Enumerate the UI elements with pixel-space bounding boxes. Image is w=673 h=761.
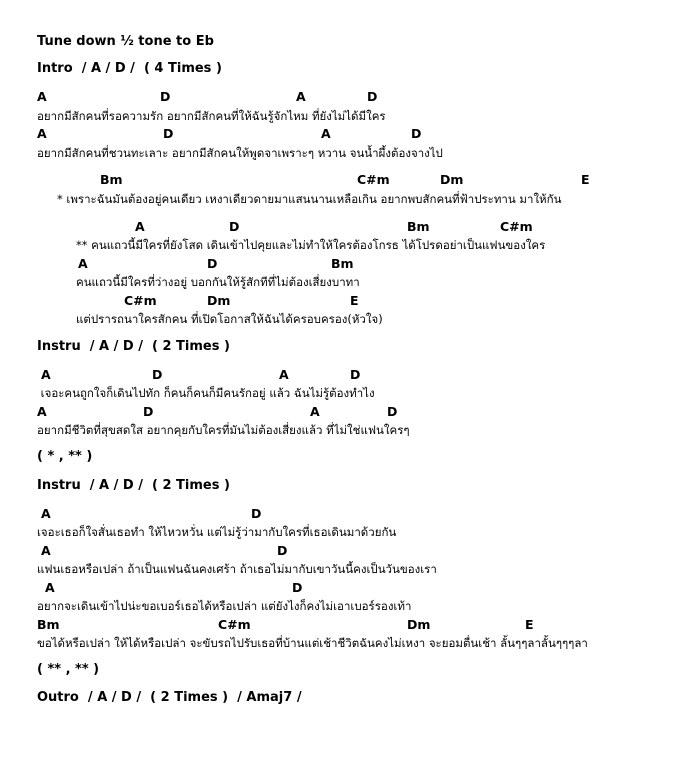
chord: D: [163, 126, 174, 141]
repeat-marker: ( ** , ** ): [37, 662, 100, 677]
chord: C#m: [357, 172, 390, 187]
chord: Dm: [440, 172, 464, 187]
lyric-line: คนแถวนี้มีใครที่ว่างอยู่ บอกกันให้รู้สักทีที่ไม่ต้องเสี่ยงบาทา: [76, 275, 360, 289]
chord: D: [152, 367, 163, 382]
chord: A: [37, 404, 47, 419]
chord-line: [0, 580, 673, 596]
chord: D: [277, 543, 288, 558]
chord: D: [387, 404, 398, 419]
chord: A: [41, 506, 51, 521]
chord: A: [37, 89, 47, 104]
lyric-line: ขอได้หรือเปล่า ให้ได้หรือเปล่า จะขับรถไปรับเธอที่บ้านแต่เช้าชีวิตฉันคงไม่เหงา จะยอมตื่นเช้า ลั้นๆๆลาลั้นๆๆๆลา: [37, 636, 588, 650]
chord: A: [135, 219, 145, 234]
chord: D: [143, 404, 154, 419]
chord: D: [350, 367, 361, 382]
chord: Bm: [37, 617, 60, 632]
chord: A: [41, 543, 51, 558]
chord: Dm: [407, 617, 431, 632]
lyric-line: * เพราะฉันมันต้องอยู่คนเดียว เหงาเดียวดายมาแสนนานเหลือเกิน อยากพบสักคนที่ฟ้าประทาน มาให้กัน: [57, 192, 562, 206]
chord: A: [41, 367, 51, 382]
chord-line: [0, 404, 673, 420]
chord: Bm: [407, 219, 430, 234]
chord: A: [321, 126, 331, 141]
lyric-line: อยากมีชีวิตที่สุขสดใส อยากคุยกับใครที่มันไม่ต้องเสี่ยงแล้ว ที่ไม่ใช่แฟนใครๆ: [37, 423, 410, 437]
chord-line: [0, 367, 673, 383]
intro-line: Intro / A / D / ( 4 Times ): [37, 61, 222, 76]
lyric-line: อยากมีสักคนที่รอความรัก อยากมีสักคนที่ให้ฉันรู้จักไหม ที่ยังไม่ได้มีใคร: [37, 109, 386, 123]
chord: A: [45, 580, 55, 595]
chord-line: [0, 89, 673, 105]
chord-line: [0, 256, 673, 272]
chord-line: [0, 293, 673, 309]
chord-line: [0, 617, 673, 633]
lyric-line: เจอะคนถูกใจก็เดินไปทัก ก็คนก็คนก็มีคนรักอยู่ แล้ว ฉันไม่รู้ต้องทำไง: [37, 386, 375, 400]
chord: Bm: [100, 172, 123, 187]
chord: C#m: [218, 617, 251, 632]
chord: E: [525, 617, 534, 632]
lyric-line: อยากจะเดินเข้าไปน่ะขอเบอร์เธอได้หรือเปล่า แต่ยังไงก็คงไม่เอาเบอร์รองเท้า: [37, 599, 412, 613]
lyric-line: แฟนเธอหรือเปล่า ถ้าเป็นแฟนฉันคงเศร้า ถ้าเธอไม่มากับเขาวันนี้คงเป็นวันของเรา: [37, 562, 437, 576]
tuning-note: Tune down ½ tone to Eb: [37, 34, 214, 49]
chord: D: [229, 219, 240, 234]
chord: A: [37, 126, 47, 141]
lyric-line: แต่ปรารถนาใครสักคน ที่เปิดโอกาสให้ฉันได้ครอบครอง(หัวใจ): [76, 312, 383, 326]
chord: D: [251, 506, 262, 521]
instrumental-line: Instru / A / D / ( 2 Times ): [37, 339, 230, 354]
lyric-line: ** คนแถวนี้มีใครที่ยังโสด เดินเข้าไปคุยและไม่ทำให้ใครต้องโกรธ ได้โปรดอย่าเป็นแฟนของใคร: [76, 238, 546, 252]
chord-line: [0, 126, 673, 142]
chord: A: [279, 367, 289, 382]
chord: C#m: [124, 293, 157, 308]
chord: D: [207, 256, 218, 271]
chord-line: [0, 506, 673, 522]
chord: A: [310, 404, 320, 419]
chord: D: [292, 580, 303, 595]
chord: D: [367, 89, 378, 104]
lyric-line: อยากมีสักคนที่ชวนทะเลาะ อยากมีสักคนให้พูดจาเพราะๆ หวาน จนน้ำผึ้งต้องจางไป: [37, 146, 443, 160]
chord: D: [160, 89, 171, 104]
chord: C#m: [500, 219, 533, 234]
chord: E: [350, 293, 359, 308]
chord-line: [0, 543, 673, 559]
chord-line: [0, 172, 673, 188]
chord: A: [78, 256, 88, 271]
chord: Dm: [207, 293, 231, 308]
chord: A: [296, 89, 306, 104]
chord-line: [0, 219, 673, 235]
chord: D: [411, 126, 422, 141]
outro-line: Outro / A / D / ( 2 Times ) / Amaj7 /: [37, 690, 302, 705]
repeat-marker: ( * , ** ): [37, 449, 93, 464]
instrumental-line: Instru / A / D / ( 2 Times ): [37, 478, 230, 493]
chord: Bm: [331, 256, 354, 271]
lyric-line: เจอะเธอก็ใจสั่นเธอทำ ให้ไหวหวั่น แต่ไม่รู้ว่ามากับใครที่เธอเดินมาด้วยกัน: [37, 525, 397, 539]
chord: E: [581, 172, 590, 187]
